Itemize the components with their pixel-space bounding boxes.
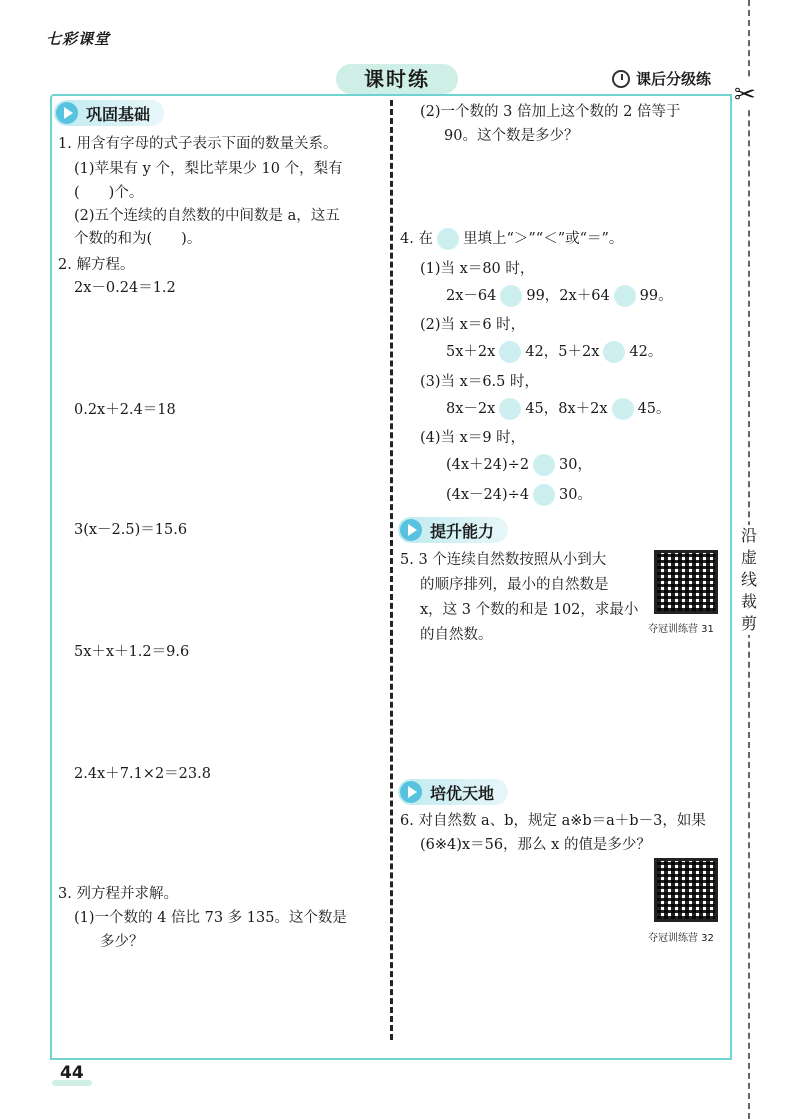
q1-stem: 1. 用含有字母的式子表示下面的数量关系。 xyxy=(58,136,338,152)
expr: 99。 xyxy=(639,288,673,304)
qr-code-icon[interactable] xyxy=(654,550,718,614)
q4-case4-line2 xyxy=(446,484,592,506)
q2-stem: 2. 解方程。 xyxy=(58,257,135,273)
q6-line2: (6※4)x＝56，那么 x 的值是多少？ xyxy=(420,837,651,853)
section-excel xyxy=(398,779,508,805)
qr-code-icon[interactable] xyxy=(654,858,718,922)
section-excel-label: 培优天地 xyxy=(430,783,495,803)
section-basic xyxy=(54,100,164,126)
q3-stem: 3. 列方程并求解。 xyxy=(58,886,178,902)
q4-case3-line xyxy=(446,398,671,420)
section-improve xyxy=(398,517,508,543)
column-divider xyxy=(390,100,393,1040)
answer-circle[interactable] xyxy=(533,454,555,476)
q4-stem-b: 里填上“＞”“＜”或“＝”。 xyxy=(462,231,624,247)
q3-part1b: 多少？ xyxy=(100,934,144,950)
cut-char: 线 xyxy=(740,570,757,589)
cut-instruction xyxy=(736,525,762,635)
expr: 42。 xyxy=(629,344,663,360)
q4-case1: (1)当 x＝80 时， xyxy=(420,261,535,277)
q6-line1: 6. 对自然数 a、b，规定 a※b＝a＋b－3，如果 xyxy=(400,813,706,829)
expr: 42，5＋2x xyxy=(525,344,600,360)
cut-char: 虚 xyxy=(740,548,757,567)
level-text: 课后分级练 xyxy=(636,70,712,88)
q2-eq1: 2x－0.24＝1.2 xyxy=(74,280,176,296)
answer-circle[interactable] xyxy=(499,398,521,420)
q4-stem xyxy=(400,228,623,250)
brand-logo: 七彩课堂 xyxy=(46,30,111,48)
q5-line3: x，这 3 个数的和是 102，求最小 xyxy=(420,602,639,618)
answer-circle[interactable] xyxy=(612,398,634,420)
expr: (4x－24)÷4 xyxy=(446,487,530,503)
page-title: 课时练 xyxy=(336,64,458,94)
q4-case4-line1 xyxy=(446,454,592,476)
section-improve-label: 提升能力 xyxy=(430,521,495,541)
answer-circle[interactable] xyxy=(603,341,625,363)
alarm-clock-icon xyxy=(612,70,630,88)
play-icon xyxy=(400,781,422,803)
q4-case3: (3)当 x＝6.5 时， xyxy=(420,374,539,390)
q3-part1a: (1)一个数的 4 倍比 73 多 135。这个数是 xyxy=(74,910,347,926)
answer-circle xyxy=(437,228,459,250)
expr: 30， xyxy=(559,457,592,473)
q5-line1: 5. 3 个连续自然数按照从小到大 xyxy=(400,552,607,568)
expr: 45，8x＋2x xyxy=(525,401,608,417)
q4-stem-a: 4. 在 xyxy=(400,231,433,247)
cut-char: 裁 xyxy=(740,592,757,611)
q1-part1a: (1)苹果有 y 个，梨比苹果少 10 个，梨有 xyxy=(74,161,343,177)
q2-eq2: 0.2x＋2.4＝18 xyxy=(74,402,176,418)
qr-caption: 夺冠训练营 31 xyxy=(648,624,714,635)
expr: 5x＋2x xyxy=(446,344,496,360)
q1-part2b: 个数的和为( )。 xyxy=(74,231,202,247)
q3-part2a: (2)一个数的 3 倍加上这个数的 2 倍等于 xyxy=(420,104,681,120)
q4-case2-line xyxy=(446,341,662,363)
answer-circle[interactable] xyxy=(499,341,521,363)
q1-part2a: (2)五个连续的自然数的中间数是 a，这五 xyxy=(74,208,340,224)
level-label xyxy=(612,68,711,89)
cut-char: 剪 xyxy=(740,614,757,633)
play-icon xyxy=(400,519,422,541)
expr: 8x－2x xyxy=(446,401,496,417)
expr: 45。 xyxy=(637,401,671,417)
page-number: 44 xyxy=(60,1063,84,1083)
q3-part2b: 90。这个数是多少？ xyxy=(444,128,579,144)
q4-case4: (4)当 x＝9 时， xyxy=(420,430,526,446)
q5-line4: 的自然数。 xyxy=(420,627,493,643)
expr: 2x－64 xyxy=(446,288,497,304)
q5-line2: 的顺序排列，最小的自然数是 xyxy=(420,577,609,593)
expr: (4x＋24)÷2 xyxy=(446,457,530,473)
cut-char: 沿 xyxy=(740,526,757,545)
answer-circle[interactable] xyxy=(614,285,636,307)
expr: 30。 xyxy=(559,487,592,503)
q4-case1-line xyxy=(446,285,673,307)
scissors-icon: ✂ xyxy=(734,80,756,110)
q2-eq5: 2.4x＋7.1×2＝23.8 xyxy=(74,766,211,782)
answer-circle[interactable] xyxy=(533,484,555,506)
expr: 99，2x＋64 xyxy=(526,288,610,304)
q4-case2: (2)当 x＝6 时， xyxy=(420,317,526,333)
answer-circle[interactable] xyxy=(500,285,522,307)
section-basic-label: 巩固基础 xyxy=(86,104,151,124)
q2-eq3: 3(x－2.5)＝15.6 xyxy=(74,522,188,538)
qr-caption: 夺冠训练营 32 xyxy=(648,933,714,944)
q2-eq4: 5x＋x＋1.2＝9.6 xyxy=(74,644,190,660)
play-icon xyxy=(56,102,78,124)
q1-part1b: ( )个。 xyxy=(74,185,144,201)
